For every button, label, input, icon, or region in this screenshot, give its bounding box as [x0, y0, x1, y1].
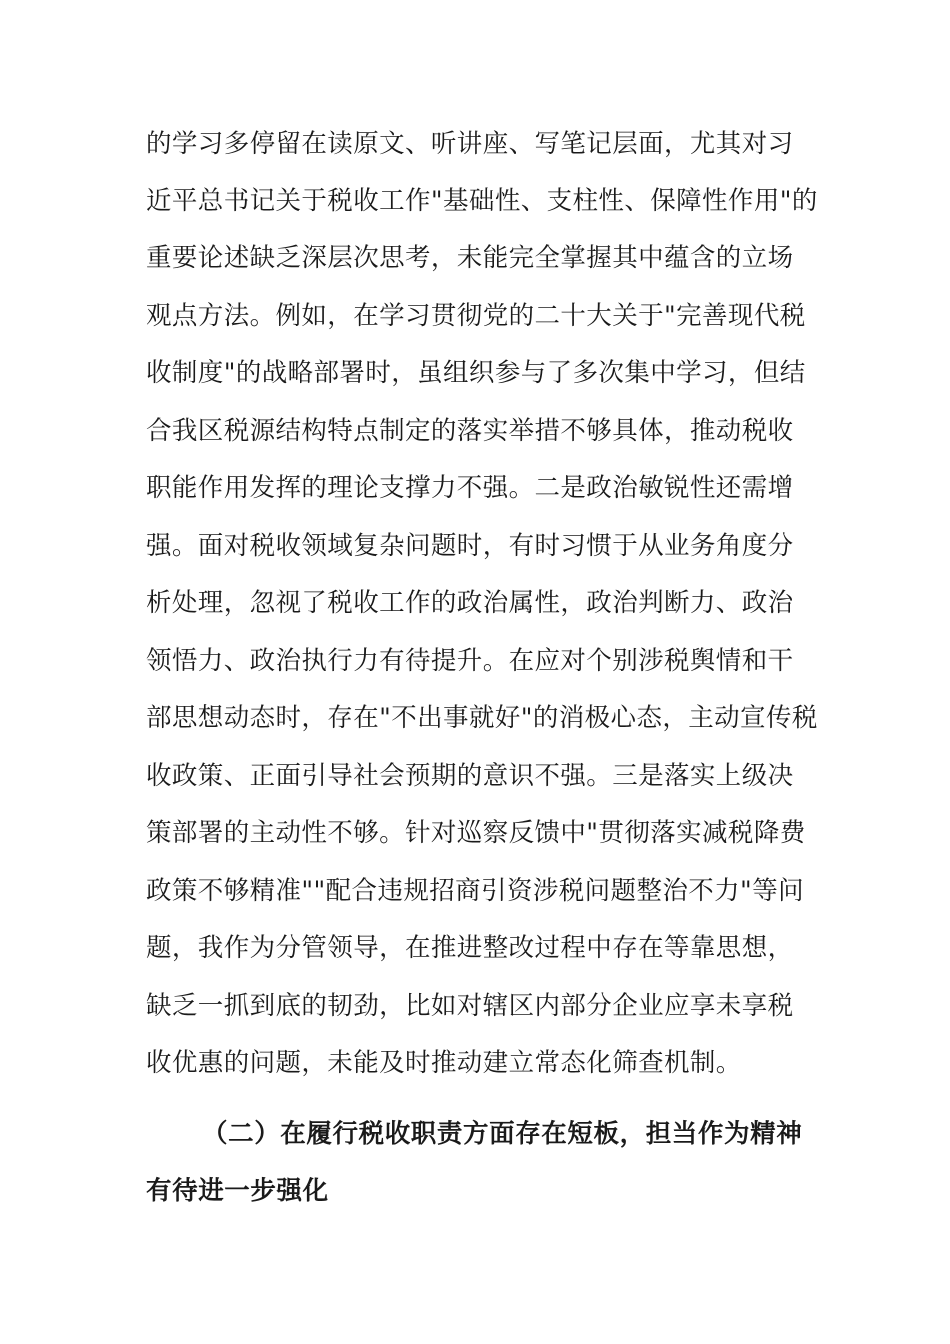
paragraph-line: 重要论述缺乏深层次思考，未能完全掌握其中蕴含的立场	[146, 243, 794, 273]
paragraph-line: 收政策、正面引导社会预期的意识不强。三是落实上级决	[146, 761, 794, 791]
section-heading-line: 有待进一步强化	[146, 1176, 329, 1206]
paragraph-line: 收制度"的战略部署时，虽组织参与了多次集中学习，但结	[146, 358, 806, 388]
paragraph-line: 职能作用发挥的理论支撑力不强。二是政治敏锐性还需增	[146, 473, 794, 503]
section-heading-line: （二）在履行税收职责方面存在短板，担当作为精神	[202, 1119, 803, 1149]
paragraph-line: 近平总书记关于税收工作"基础性、支柱性、保障性作用"的	[146, 186, 818, 216]
paragraph-line: 领悟力、政治执行力有待提升。在应对个别涉税舆情和干	[146, 646, 794, 676]
paragraph-line: 缺乏一抓到底的韧劲，比如对辖区内部分企业应享未享税	[146, 991, 794, 1021]
paragraph-line: 部思想动态时，存在"不出事就好"的消极心态，主动宣传税	[146, 703, 818, 733]
paragraph-line: 合我区税源结构特点制定的落实举措不够具体，推动税收	[146, 416, 794, 446]
paragraph-line: 的学习多停留在读原文、听讲座、写笔记层面，尤其对习	[146, 129, 794, 159]
paragraph-line: 政策不够精准""配合违规招商引资涉税问题整治不力"等问	[146, 876, 804, 906]
paragraph-line: 收优惠的问题，未能及时推动建立常态化筛查机制。	[146, 1048, 742, 1078]
paragraph-line: 观点方法。例如，在学习贯彻党的二十大关于"完善现代税	[146, 301, 806, 331]
paragraph-line: 强。面对税收领域复杂问题时，有时习惯于从业务角度分	[146, 531, 794, 561]
paragraph-line: 题，我作为分管领导，在推进整改过程中存在等靠思想，	[146, 933, 794, 963]
paragraph-line: 析处理，忽视了税收工作的政治属性，政治判断力、政治	[146, 588, 794, 618]
paragraph-line: 策部署的主动性不够。针对巡察反馈中"贯彻落实减税降费	[146, 818, 806, 848]
